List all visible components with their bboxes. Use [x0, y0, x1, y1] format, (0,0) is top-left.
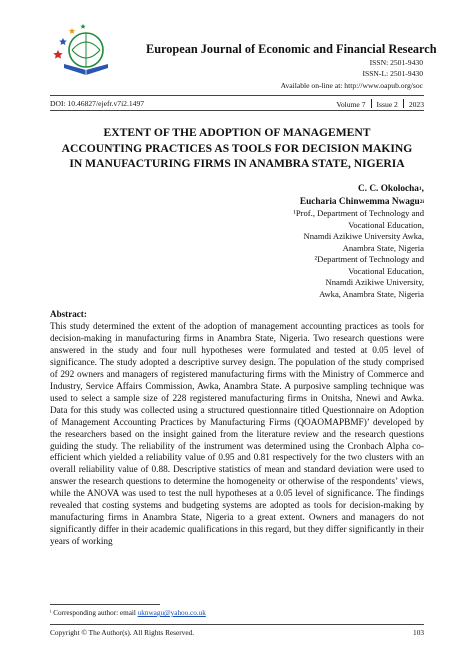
footer-rule	[50, 624, 424, 625]
footnote-label: Corresponding author: email	[53, 609, 138, 617]
journal-meta	[281, 57, 423, 91]
journal-title: European Journal of Economic and Financial Research	[146, 42, 437, 56]
copyright: Copyright © The Author(s). All Rights Reserved.	[50, 628, 195, 637]
footnote	[50, 608, 206, 617]
separator	[403, 99, 404, 108]
issue: Issue 2	[376, 100, 398, 109]
affiliation-line: Anambra State, Nigeria	[342, 242, 424, 253]
issn: ISSN: 2501-9430	[369, 58, 423, 67]
issn-l: ISSN-L: 2501-9430	[362, 69, 423, 79]
year: 2023	[408, 100, 424, 109]
affiliation-line: Nnamdi Azikiwe University,	[325, 277, 424, 287]
abstract-heading: Abstract:	[50, 309, 87, 319]
author-2: Eucharia Chinwemma Nwagu$^{2i}$	[299, 196, 424, 207]
header-rule-top	[50, 95, 424, 96]
page-number: 103	[413, 628, 424, 637]
affiliation-line: Vocational Education,	[348, 219, 424, 230]
author-1: C. C. Okolocha$^1$,	[357, 184, 424, 194]
journal-logo-icon	[50, 20, 112, 82]
footnote-rule	[50, 604, 160, 605]
doi[interactable]: DOI: 10.46827/ejefr.v7i2.1497	[50, 99, 145, 108]
article-info-bar	[50, 99, 424, 109]
abstract-body: This study determined the extent of the adoption of management accounting practices as tools for decision-making in manufacturing firms in Anambra State, Nigeria. Two research questions were answered in the study and four null hypotheses were formulated and tested at 0.05 level of significance. The study adopted a descriptive survey design. The population of the study comprised of 292 owners and managers of registered manufacturing firms with the Ministry of Commerce and Industry, Service Affairs Commission, Awka, Anambra State. A purposive sampling technique was used to select a sample size of 228 registered manufacturing firms in Onitsha, Nnewi and Awka. Data for this study was collected using a structured questionnaire titled Questionnaire on Adoption of Management Accounting Practices by Manufacturing Firms (QOAOMAPBMF)’ developed by the researchers based on the insight gained from the literature review and the research questions guiding the study. The reliability of the instrument was determined using the Cronbach Alpha co-efficient which yielded a reliability value of 0.95 and 0.81 respectively for the two clusters with an overall reliability value of 0.88. Descriptive statistics of mean and standard deviation were used to answer the research questions to determine the homogeneity or otherwise of the respondents’ views, while the ANOVA was used to test the null hypotheses at a 0.05 level of significance. The findings revealed that costing systems and budgeting systems are adopted as tools for decision-making by manufacturing firms in Anambra State, Nigeria to a great extent. Owners and managers do not significantly differ in their academic qualifications in this regard, but they differ significantly in their years of working	[50, 322, 424, 548]
volume-issue-year	[336, 99, 424, 109]
affiliation-line: Nnamdi Azikiwe University Awka,	[303, 231, 424, 241]
affiliation-2	[293, 254, 424, 300]
affiliation-1	[293, 208, 424, 254]
separator	[371, 99, 372, 108]
footnote-marker: ⁱ	[50, 609, 52, 617]
article-title	[50, 125, 424, 172]
header-rule-bottom	[50, 110, 424, 111]
page-footer	[50, 628, 424, 637]
email-link[interactable]: uknwagu@yahoo.co.uk	[137, 609, 206, 617]
available-online: Available on-line at: http://www.oapub.org/soc	[280, 80, 423, 90]
volume: Volume 7	[336, 100, 366, 109]
title-line: IN MANUFACTURING FIRMS IN ANAMBRA STATE, NIGERIA	[69, 157, 405, 171]
affiliation-line: Awka, Anambra State, Nigeria	[319, 288, 424, 299]
affiliation-line: ¹Prof., Department of Technology and	[293, 208, 424, 218]
author-block	[293, 183, 424, 300]
affiliation-line: Vocational Education,	[348, 265, 424, 276]
title-line: ACCOUNTING PRACTICES AS TOOLS FOR DECISION MAKING	[61, 141, 413, 155]
title-line: EXTENT OF THE ADOPTION OF MANAGEMENT	[103, 126, 371, 139]
affiliation-line: ²Department of Technology and	[314, 254, 424, 264]
